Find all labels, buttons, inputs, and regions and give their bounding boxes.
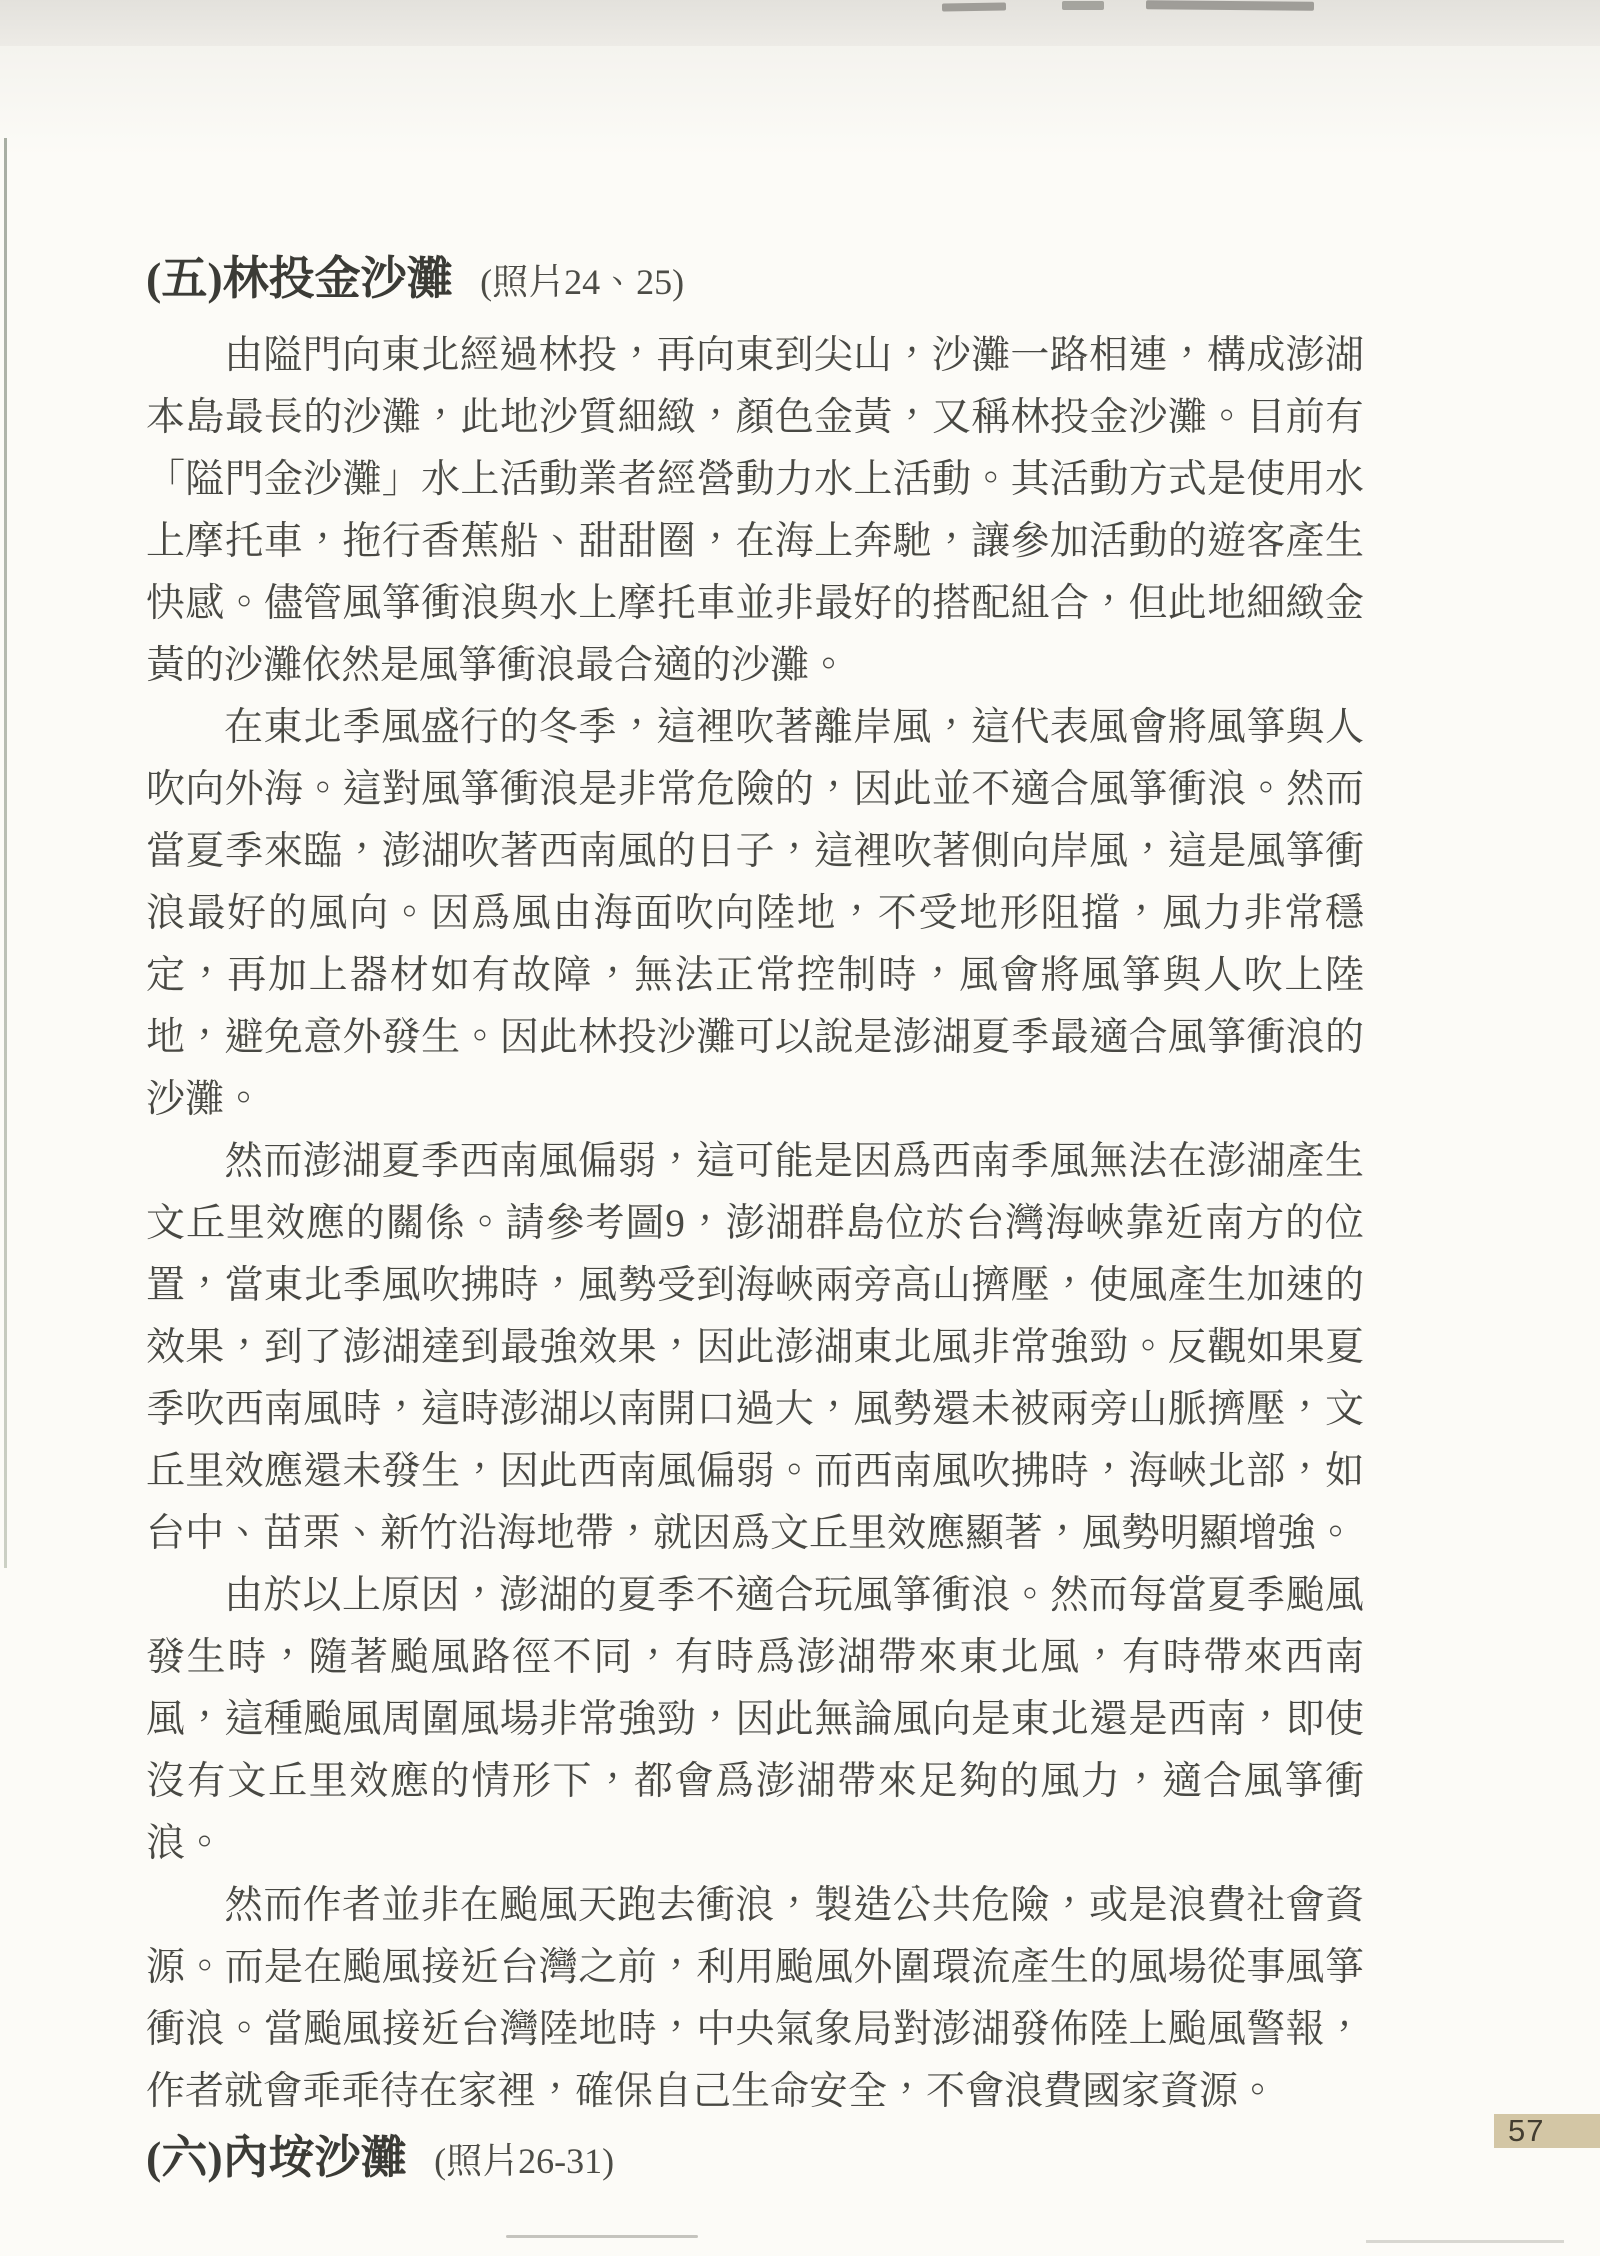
paragraph: 由隘門向東北經過林投，再向東到尖山，沙灘一路相連，構成澎湖本島最長的沙灘，此地沙質細緻，顏色金黃，又稱林投金沙灘。目前有「隘門金沙灘」水上活動業者經營動力水上活動。其活動方式是使用水上摩托車，拖行香蕉船、甜甜圈，在海上奔馳，讓參加活動的遊客產生快感。儘管風箏衝浪與水上摩托車並非最好的搭配組合，但此地細緻金黃的沙灘依然是風箏衝浪最合適的沙灘。 — [146, 334, 1364, 687]
scan-artifact-top-band — [0, 0, 1600, 46]
scan-artifact-top-fade — [0, 46, 1600, 156]
section-title: (五)林投金沙灘 — [146, 253, 453, 304]
page-number-badge — [1494, 2114, 1600, 2148]
paragraph: 由於以上原因，澎湖的夏季不適合玩風箏衝浪。然而每當夏季颱風發生時，隨著颱風路徑不同，有時爲澎湖帶來東北風，有時帶來西南風，這種颱風周圍風場非常強勁，因此無論風向是東北還是西南，即使沒有文丘里效應的情形下，都會爲澎湖帶來足夠的風力，適合風箏衝浪。 — [146, 1574, 1364, 1865]
scan-artifact-bottom-mark — [506, 2235, 698, 2238]
scan-artifact-bottom-mark — [1366, 2240, 1564, 2243]
scan-smudge — [942, 2, 1006, 11]
photo-reference: (照片26-31) — [434, 2141, 615, 2181]
section-heading-6 — [146, 2129, 1364, 2190]
paragraph: 然而澎湖夏季西南風偏弱，這可能是因爲西南季風無法在澎湖產生文丘里效應的關係。請參考圖9，澎湖群島位於台灣海峽靠近南方的位置，當東北季風吹拂時，風勢受到海峽兩旁高山擠壓，使風產生加速的效果，到了澎湖達到最強效果，因此澎湖東北風非常強勁。反觀如果夏季吹西南風時，這時澎湖以南開口過大，風勢還未被兩旁山脈擠壓，文丘里效應還未發生，因此西南風偏弱。而西南風吹拂時，海峽北部，如台中、苗栗、新竹沿海地帶，就因爲文丘里效應顯著，風勢明顯增強。 — [146, 1140, 1364, 1555]
paragraph: 然而作者並非在颱風天跑去衝浪，製造公共危險，或是浪費社會資源。而是在颱風接近台灣之前，利用颱風外圍環流產生的風場從事風箏衝浪。當颱風接近台灣陸地時，中央氣象局對澎湖發佈陸上颱風警報，作者就會乖乖待在家裡，確保自己生命安全，不會浪費國家資源。 — [146, 1884, 1364, 2113]
section-heading-5 — [146, 250, 1364, 311]
page-content — [146, 250, 1364, 2190]
scan-artifact-left-edge — [4, 138, 7, 1568]
page-number: 57 — [1508, 2113, 1545, 2148]
section-title: (六)內垵沙灘 — [146, 2132, 407, 2183]
scan-smudge — [1062, 1, 1104, 10]
paragraph: 在東北季風盛行的冬季，這裡吹著離岸風，這代表風會將風箏與人吹向外海。這對風箏衝浪是非常危險的，因此並不適合風箏衝浪。然而當夏季來臨，澎湖吹著西南風的日子，這裡吹著側向岸風，這是風箏衝浪最好的風向。因爲風由海面吹向陸地，不受地形阻擋，風力非常穩定，再加上器材如有故障，無法正常控制時，風會將風箏與人吹上陸地，避免意外發生。因此林投沙灘可以說是澎湖夏季最適合風箏衝浪的沙灘。 — [146, 706, 1364, 1121]
photo-reference: (照片24、25) — [480, 262, 685, 302]
scan-smudge — [1146, 0, 1314, 10]
